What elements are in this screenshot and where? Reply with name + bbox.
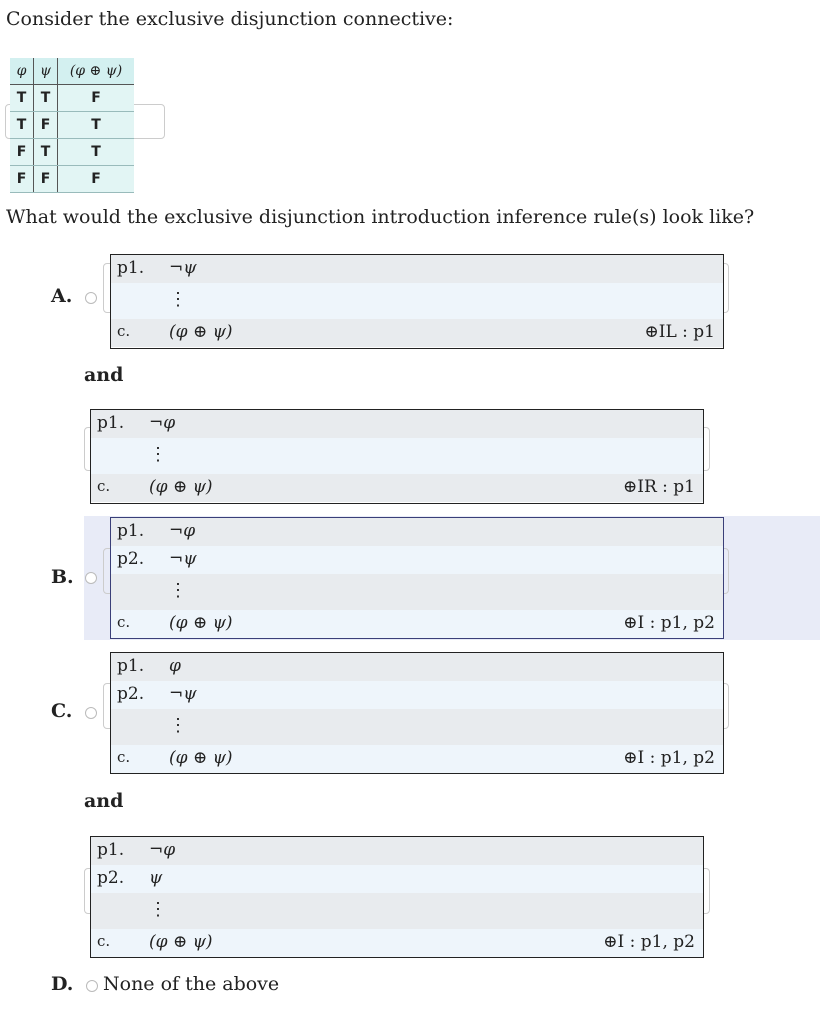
rule-citation: ⊕IL : p1 (644, 322, 715, 342)
line-label: p2. (117, 549, 145, 569)
table-cell: T (34, 85, 58, 112)
conclusion-label: c. (117, 748, 131, 766)
truth-table (10, 58, 134, 193)
vdots-icon: ⋮ (149, 899, 167, 920)
conclusion-label: c. (97, 932, 111, 950)
conclusion-formula: (φ ⊕ ψ) (149, 477, 213, 497)
intro-text: Consider the exclusive disjunction connective: (6, 8, 454, 30)
table-cell: T (58, 139, 135, 166)
line-formula: ¬φ (149, 840, 176, 860)
option-c-and: and (84, 790, 124, 812)
rule-citation: ⊕I : p1, p2 (623, 748, 715, 768)
conclusion-formula: (φ ⊕ ψ) (149, 932, 213, 952)
option-c-letter: C. (51, 700, 73, 722)
option-a-proof-2[interactable] (90, 409, 704, 504)
table-row (10, 85, 134, 112)
option-b-proof[interactable] (110, 517, 724, 639)
table-cell: T (34, 139, 58, 166)
option-c-proof-1[interactable] (110, 652, 724, 774)
conclusion-formula: (φ ⊕ ψ) (169, 748, 233, 768)
table-cell: F (34, 112, 58, 139)
line-label: p1. (97, 840, 125, 860)
table-cell: F (58, 85, 135, 112)
table-cell: F (10, 166, 34, 193)
option-d-letter: D. (51, 973, 74, 995)
table-cell: T (10, 112, 34, 139)
question-text: What would the exclusive disjunction introduction inference rule(s) look like? (6, 206, 755, 228)
conclusion-formula: (φ ⊕ ψ) (169, 322, 233, 342)
table-row (10, 166, 134, 193)
line-formula: ¬ψ (169, 549, 197, 569)
option-c-proof-2[interactable] (90, 836, 704, 958)
table-header-phi: φ (10, 58, 34, 85)
conclusion-label: c. (117, 322, 131, 340)
vdots-icon: ⋮ (169, 289, 187, 310)
option-c-radio[interactable] (85, 707, 97, 719)
table-row (10, 139, 134, 166)
vdots-icon: ⋮ (169, 580, 187, 601)
conclusion-formula: (φ ⊕ ψ) (169, 613, 233, 633)
table-cell: F (34, 166, 58, 193)
option-d-radio[interactable] (86, 980, 98, 992)
table-cell: T (10, 85, 34, 112)
option-b-letter: B. (51, 566, 74, 588)
conclusion-label: c. (97, 477, 111, 495)
line-formula: ψ (149, 868, 163, 888)
line-formula: ¬φ (169, 521, 196, 541)
option-a-letter: A. (51, 285, 73, 307)
option-a-and: and (84, 364, 124, 386)
line-formula: ¬ψ (169, 258, 197, 278)
rule-citation: ⊕I : p1, p2 (623, 613, 715, 633)
line-formula: φ (169, 656, 181, 676)
line-formula: ¬φ (149, 413, 176, 433)
line-label: p2. (117, 684, 145, 704)
conclusion-label: c. (117, 613, 131, 631)
line-label: p1. (117, 521, 145, 541)
rule-citation: ⊕I : p1, p2 (603, 932, 695, 952)
rule-citation: ⊕IR : p1 (623, 477, 695, 497)
table-cell: F (10, 139, 34, 166)
line-label: p2. (97, 868, 125, 888)
table-header-psi: ψ (34, 58, 58, 85)
line-label: p1. (97, 413, 125, 433)
table-row (10, 112, 134, 139)
line-formula: ¬ψ (169, 684, 197, 704)
option-a-proof-1[interactable] (110, 254, 724, 349)
option-b-radio[interactable] (85, 572, 97, 584)
table-cell: F (58, 166, 135, 193)
line-label: p1. (117, 656, 145, 676)
option-d-text[interactable]: None of the above (103, 973, 280, 995)
vdots-icon: ⋮ (169, 715, 187, 736)
table-cell: T (58, 112, 135, 139)
line-label: p1. (117, 258, 145, 278)
vdots-icon: ⋮ (149, 444, 167, 465)
option-a-radio[interactable] (85, 292, 97, 304)
table-header-xor: (φ ⊕ ψ) (58, 58, 135, 85)
